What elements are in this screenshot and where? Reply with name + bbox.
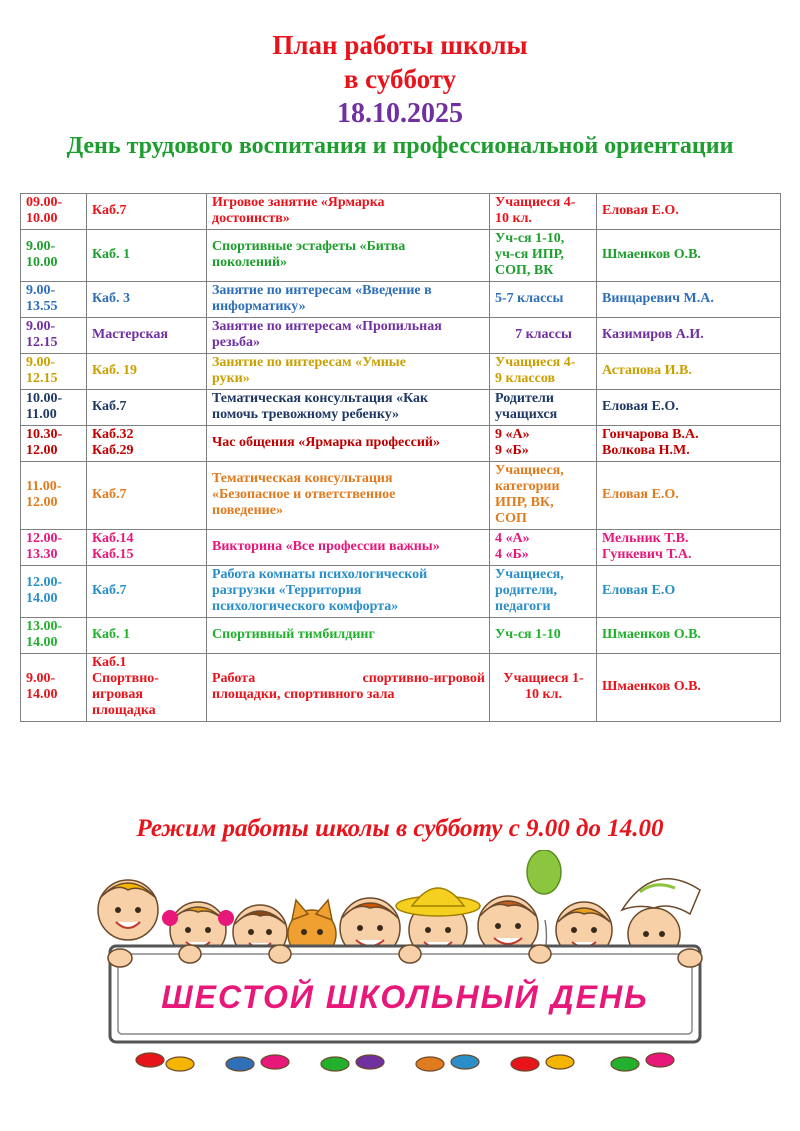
cell-room (87, 566, 207, 618)
cell-time-line: 13.55 (26, 299, 58, 314)
cell-time-line: 10.30- (26, 427, 63, 442)
cell-teacher (597, 318, 781, 354)
cell-event (207, 194, 490, 230)
cell-time-line: 12.15 (26, 371, 58, 386)
cell-event-line: Викторина «Все профессии важны» (212, 539, 440, 554)
cell-room-line: Каб.7 (92, 583, 127, 598)
cell-time-line: 10.00- (26, 391, 63, 406)
cell-participants (490, 618, 597, 654)
cell-time-line: 9.00- (26, 355, 56, 370)
cell-participants-line: категории (495, 479, 560, 494)
cell-time-line: 12.15 (26, 335, 58, 350)
cell-room-line: игровая (92, 687, 143, 702)
cell-time-line: 12.00- (26, 575, 63, 590)
cell-room (87, 426, 207, 462)
cell-time-line: 10.00 (26, 255, 58, 270)
schedule-table (20, 193, 781, 722)
cell-participants-line: учащихся (495, 407, 558, 422)
cell-event-line: психологического комфорта» (212, 599, 399, 614)
cell-teacher-line: Шмаенков О.В. (602, 679, 701, 694)
cell-participants-line: 9 классов (495, 371, 556, 386)
cell-event (207, 354, 490, 390)
page-date: 18.10.2025 (337, 98, 463, 129)
table-row (21, 194, 781, 230)
page-title: План работы школы (272, 30, 528, 60)
cell-event (207, 618, 490, 654)
cell-time (21, 566, 87, 618)
cell-time-line: 13.30 (26, 547, 58, 562)
balloon-icon (527, 850, 561, 894)
cell-teacher-line: Мельник Т.В. (602, 531, 689, 546)
cell-event-line: помочь тревожному ребенку» (212, 407, 400, 422)
cell-time-line: 14.00 (26, 591, 58, 606)
cell-room (87, 354, 207, 390)
cell-room (87, 618, 207, 654)
cell-participants-line: родители, (495, 583, 558, 598)
cell-room-line: Каб.15 (92, 547, 134, 562)
cell-teacher-line: Еловая Е.О. (602, 487, 679, 502)
cell-time (21, 282, 87, 318)
table-row (21, 318, 781, 354)
cell-room-line: Спортвно- (92, 671, 159, 686)
cell-room-line: Каб. 1 (92, 627, 130, 642)
cell-participants-line: ИПР, ВК, (495, 495, 554, 510)
cell-teacher-line: Шмаенков О.В. (602, 247, 701, 262)
table-row (21, 566, 781, 618)
cell-teacher-line: Винцаревич М.А. (602, 291, 714, 306)
cell-time-line: 12.00- (26, 531, 63, 546)
cell-teacher (597, 230, 781, 282)
cell-event (207, 426, 490, 462)
cell-event (207, 654, 490, 722)
cell-teacher (597, 462, 781, 530)
cell-teacher-line: Еловая Е.О. (602, 203, 679, 218)
cell-participants-line: 10 кл. (525, 687, 562, 702)
cell-time-line: 11.00- (26, 479, 62, 494)
cell-time-line: 9.00- (26, 671, 56, 686)
cell-participants-line: 10 кл. (495, 211, 532, 226)
cell-participants (490, 462, 597, 530)
cell-participants (490, 194, 597, 230)
cell-time (21, 390, 87, 426)
cell-teacher (597, 194, 781, 230)
cell-event-line: Тематическая консультация «Как (212, 391, 429, 406)
cell-room-line: Мастерская (92, 327, 168, 342)
cell-participants-line: Уч-ся 1-10, (495, 231, 565, 246)
cell-event-line: Занятие по интересам «Введение в (212, 283, 432, 298)
cell-teacher-line: Еловая Е.О. (602, 399, 679, 414)
cell-teacher-line: Гункевич Т.А. (602, 547, 692, 562)
cell-time (21, 194, 87, 230)
cell-participants (490, 390, 597, 426)
cell-time-line: 14.00 (26, 635, 58, 650)
cell-event-line: Спортивные эстафеты «Битва (212, 239, 406, 254)
cell-participants-line: СОП (495, 511, 527, 526)
table-row (21, 654, 781, 722)
cell-participants-line: Родители (495, 391, 554, 406)
table-row (21, 530, 781, 566)
cell-event-line: руки» (212, 371, 250, 386)
cell-time (21, 318, 87, 354)
cell-room-line: Каб. 3 (92, 291, 130, 306)
cell-participants-line: Учащиеся, (495, 567, 564, 582)
cell-participants (490, 566, 597, 618)
cell-event-line: «Безопасное и ответственное (212, 487, 396, 502)
cell-event-line: Работа спортивно-игровой (212, 671, 485, 686)
cell-participants-line: 7 классы (515, 327, 572, 342)
cell-participants-line: 4 «А» (495, 531, 530, 546)
cell-participants (490, 318, 597, 354)
cell-event-line: площадки, спортивного зала (212, 687, 395, 702)
cell-time (21, 618, 87, 654)
cell-event-line: Работа комнаты психологической (212, 567, 428, 582)
cell-teacher (597, 426, 781, 462)
cell-event-line: Спортивный тимбилдинг (212, 627, 375, 642)
cell-time (21, 462, 87, 530)
cell-room-line: Каб.7 (92, 487, 127, 502)
cell-participants (490, 426, 597, 462)
cell-room-line: площадка (92, 703, 156, 718)
cell-participants (490, 230, 597, 282)
cell-teacher-line: Еловая Е.О (602, 583, 676, 598)
cell-room (87, 390, 207, 426)
cell-event (207, 282, 490, 318)
cell-participants (490, 282, 597, 318)
cell-room-line: Каб. 1 (92, 247, 130, 262)
cell-participants-line: 4 «Б» (495, 547, 529, 562)
cell-event (207, 566, 490, 618)
cell-event (207, 230, 490, 282)
cell-room-line: Каб.1 (92, 655, 127, 670)
cell-participants-line: СОП, ВК (495, 263, 554, 278)
cell-event (207, 318, 490, 354)
cell-room (87, 194, 207, 230)
cell-room-line: Каб.14 (92, 531, 134, 546)
cell-time-line: 12.00 (26, 443, 58, 458)
cell-participants-line: Учащиеся 4- (495, 195, 576, 210)
cell-event-line: Час общения «Ярмарка профессий» (212, 435, 440, 450)
cell-event-line: Тематическая консультация (212, 471, 393, 486)
page-title-line2: в субботу (343, 64, 457, 94)
table-row (21, 426, 781, 462)
cell-time (21, 426, 87, 462)
cell-participants (490, 530, 597, 566)
cell-participants-line: 9 «Б» (495, 443, 529, 458)
table-row (21, 618, 781, 654)
cell-teacher (597, 354, 781, 390)
cell-participants-line: 5-7 классы (495, 291, 564, 306)
cell-teacher-line: Волкова Н.М. (602, 443, 690, 458)
cell-time-line: 9.00- (26, 239, 56, 254)
cell-event-line: поколений» (212, 255, 288, 270)
kid-1-icon (98, 880, 158, 940)
school-day-illustration (80, 850, 730, 1085)
cell-time-line: 9.00- (26, 283, 56, 298)
cell-room-line: Каб.29 (92, 443, 134, 458)
cell-room (87, 654, 207, 722)
cell-teacher-line: Астапова И.В. (602, 363, 692, 378)
cell-event-line: информатику» (212, 299, 306, 314)
cell-event-line: Занятие по интересам «Пропильная (212, 319, 442, 334)
cell-teacher (597, 390, 781, 426)
page-subtitle: День трудового воспитания и профессиональной ориентации (66, 133, 734, 159)
cell-teacher (597, 618, 781, 654)
cell-room-line: Каб.7 (92, 399, 127, 414)
cell-time-line: 11.00 (26, 407, 57, 422)
cell-event-line: резьба» (212, 335, 261, 350)
cell-event-line: Занятие по интересам «Умные (212, 355, 406, 370)
cell-teacher-line: Шмаенков О.В. (602, 627, 701, 642)
table-row (21, 462, 781, 530)
cell-time-line: 12.00 (26, 495, 58, 510)
banner-text: ШЕСТОЙ ШКОЛЬНЫЙ ДЕНЬ (161, 979, 649, 1015)
cell-room (87, 318, 207, 354)
cell-room-line: Каб.32 (92, 427, 134, 442)
cell-time (21, 530, 87, 566)
cell-participants-line: Учащиеся, (495, 463, 564, 478)
cell-time (21, 230, 87, 282)
cell-time-line: 9.00- (26, 319, 56, 334)
cell-teacher-line: Казимиров А.И. (602, 327, 704, 342)
cell-event-line: Игровое занятие «Ярмарка (212, 195, 385, 210)
cell-participants-line: Уч-ся 1-10 (495, 627, 561, 642)
cell-teacher (597, 530, 781, 566)
cell-room-line: Каб. 19 (92, 363, 137, 378)
cell-participants (490, 354, 597, 390)
cell-time (21, 654, 87, 722)
cell-event (207, 530, 490, 566)
table-row (21, 282, 781, 318)
cell-participants-line: 9 «А» (495, 427, 530, 442)
cell-teacher (597, 566, 781, 618)
cell-participants-line: Учащиеся 1- (503, 671, 584, 686)
cell-time (21, 354, 87, 390)
cell-room (87, 282, 207, 318)
cell-room (87, 230, 207, 282)
school-hours-note: Режим работы школы в субботу с 9.00 до 14.00 (136, 815, 664, 842)
cell-teacher-line: Гончарова В.А. (602, 427, 699, 442)
cell-time-line: 14.00 (26, 687, 58, 702)
table-row (21, 390, 781, 426)
cell-event (207, 390, 490, 426)
cell-event (207, 462, 490, 530)
cell-time-line: 10.00 (26, 211, 58, 226)
cell-event-line: разгрузки «Территория (212, 583, 362, 598)
cell-participants (490, 654, 597, 722)
cell-participants-line: Учащиеся 4- (495, 355, 576, 370)
cell-participants-line: уч-ся ИПР, (495, 247, 564, 262)
cell-teacher (597, 282, 781, 318)
table-row (21, 230, 781, 282)
cell-room (87, 530, 207, 566)
cell-room (87, 462, 207, 530)
cell-room-line: Каб.7 (92, 203, 127, 218)
table-row (21, 354, 781, 390)
cell-time-line: 13.00- (26, 619, 63, 634)
cell-participants-line: педагоги (495, 599, 551, 614)
cell-teacher (597, 654, 781, 722)
cell-event-line: достоинств» (212, 211, 290, 226)
cell-time-line: 09.00- (26, 195, 63, 210)
cell-event-line: поведение» (212, 503, 283, 518)
